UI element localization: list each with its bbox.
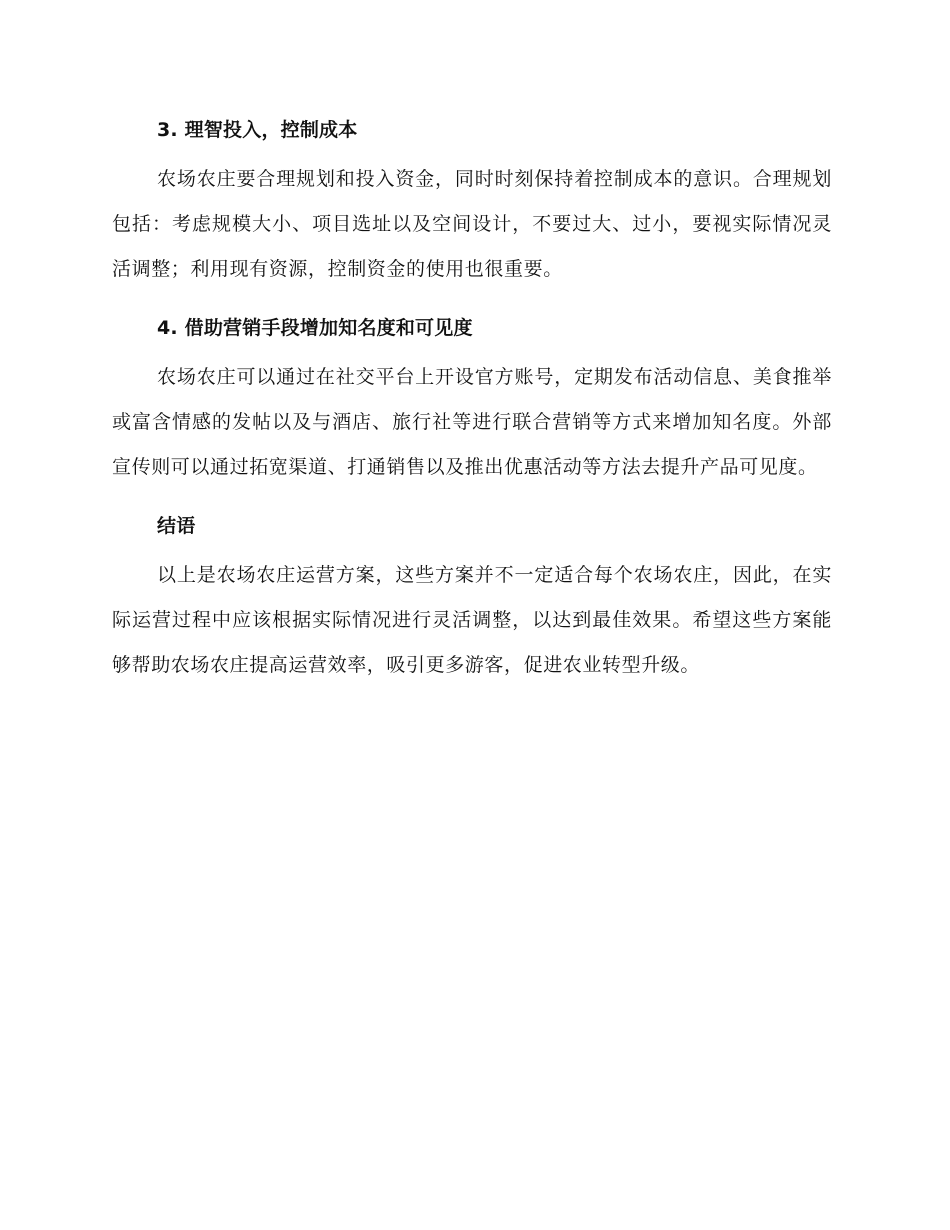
section-heading-marketing: 4. 借助营销手段增加知名度和可见度: [157, 317, 473, 339]
section-paragraph-conclusion: 以上是农场农庄运营方案，这些方案并不一定适合每个农场农庄，因此，在实际运营过程中应该根据实际情况进行灵活调整，以达到最佳效果。希望这些方案能够帮助农场农庄提高运营效率，吸引更多游客，促进农业转型升级。: [112, 564, 832, 676]
section-paragraph-cost-control: 农场农庄要合理规划和投入资金，同时时刻保持着控制成本的意识。合理规划包括：考虑规模大小、项目选址以及空间设计，不要过大、过小，要视实际情况灵活调整；利用现有资源，控制资金的使用也很重要。: [112, 168, 832, 280]
section-paragraph-marketing: 农场农庄可以通过在社交平台上开设官方账号，定期发布活动信息、美食推举或富含情感的发帖以及与酒店、旅行社等进行联合营销等方式来增加知名度。外部宣传则可以通过拓宽渠道、打通销售以及推出优惠活动等方法去提升产品可见度。: [112, 366, 832, 478]
section-heading-cost-control: 3. 理智投入，控制成本: [157, 119, 358, 141]
document-body: [112, 116, 832, 688]
section-heading-conclusion: 结语: [157, 515, 196, 537]
